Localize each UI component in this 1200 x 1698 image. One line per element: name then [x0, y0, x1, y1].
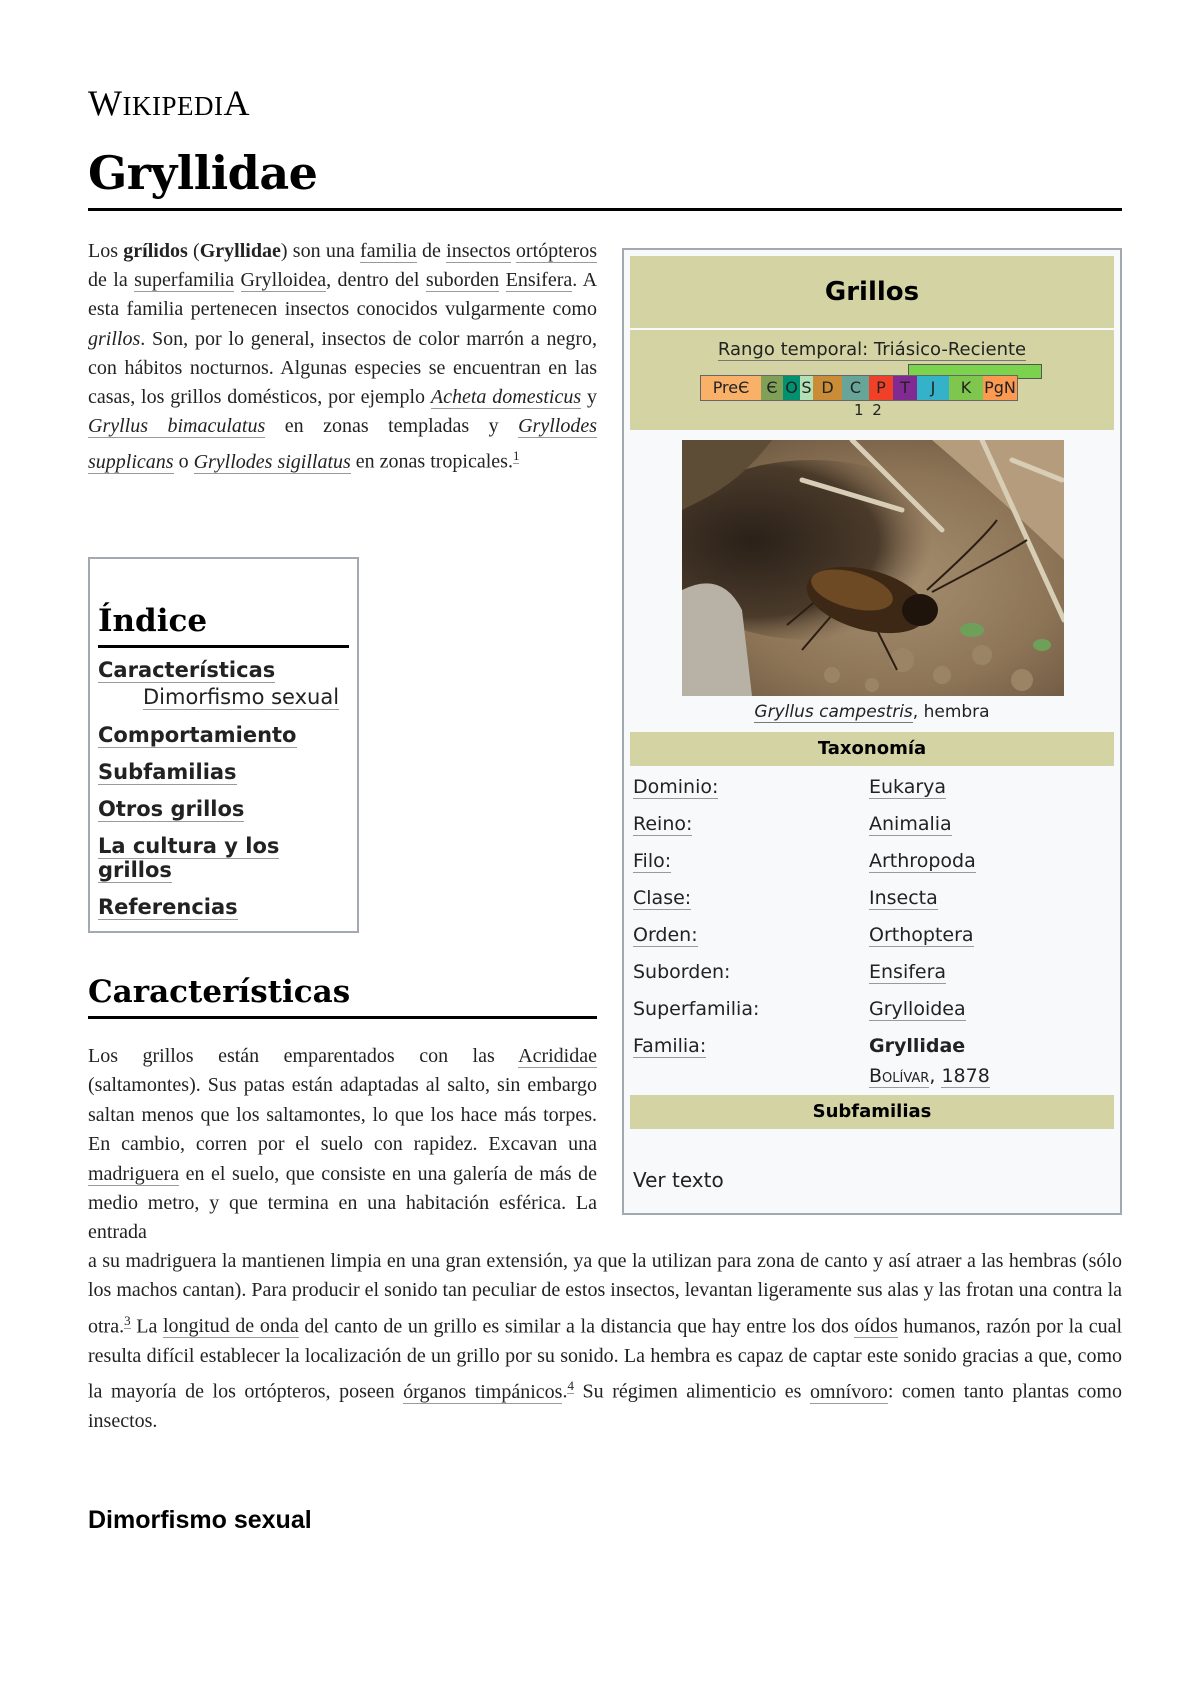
link-grylloidea[interactable]: Grylloidea — [240, 269, 327, 292]
link-oidos[interactable]: oídos — [854, 1315, 898, 1338]
timeline-period-2[interactable]: Є — [761, 376, 783, 400]
rank-link[interactable]: Familia: — [633, 1035, 707, 1057]
rank-link[interactable]: Orden: — [633, 924, 698, 946]
rank-link[interactable]: Clase: — [633, 887, 692, 909]
taxon-link[interactable]: Arthropoda — [869, 850, 976, 872]
taxon-link[interactable]: Animalia — [869, 813, 952, 835]
timeline-periods — [700, 375, 1018, 401]
link-omnivoro[interactable]: omnívoro — [810, 1380, 888, 1403]
taxon-link[interactable]: Insecta — [869, 887, 938, 909]
timeline-period-10[interactable]: K — [949, 376, 983, 400]
rank-link[interactable]: Filo: — [633, 850, 672, 872]
taxon-link[interactable]: Ensifera — [869, 961, 947, 983]
timeline-period-3[interactable]: O — [783, 376, 800, 400]
link-acrididae[interactable]: Acrididae — [518, 1045, 597, 1067]
link-insectos[interactable]: insectos — [446, 240, 511, 262]
taxobox: Grillos Rango temporal: Triásico-Reciente PreЄ Є O S D C P T J K PgN 1 2 Gryllus campestris, hembra Taxonomía Dominio: Eukarya Reino: Animalia Filo: Arthropoda Clase: Insecta Orden: Orthoptera Suborden: Ensifera Superfamilia: Grylloidea Familia: Gryllidae Bolívar, 1878 Subfamilias Ver texto — [622, 248, 1122, 1215]
temporal-range — [630, 330, 1114, 430]
toc-heading: Índice — [98, 603, 349, 648]
toc-item-otros-grillos[interactable]: Otros grillos — [98, 797, 245, 821]
reference-4[interactable]: 4 — [567, 1378, 574, 1394]
link-acheta-domesticus[interactable]: Acheta domesticus — [430, 386, 582, 409]
rank-label: Superfamilia: — [633, 998, 760, 1020]
reference-3[interactable]: 3 — [124, 1312, 131, 1328]
wikipedia-logo[interactable]: WIKIPEDIA — [88, 83, 250, 123]
reference-1[interactable]: 1 — [512, 448, 520, 464]
section-paragraph-part1: Los grillos están emparentados con las Acrididae (saltamontes). Sus patas están adaptadas al salto, sin embargo saltan menos que los saltamontes, lo que los hace más torpes. En cambio, corren por el suelo con rapidez. Excavan una madriguera en el suelo, que consiste en una galería de más de medio metro, y que termina en una habitación esférica. La entrada — [88, 1045, 597, 1244]
cricket-photo[interactable] — [682, 440, 1064, 696]
taxobox-title: Grillos — [630, 256, 1114, 328]
temporal-range-text: Rango temporal: Triásico-Reciente — [717, 339, 1027, 360]
lead-paragraph: Los grílidos (Gryllidae) son una familia de insectos ortópteros de la superfamilia Grylloidea, dentro del suborden Ensifera. A esta familia pertenecen insectos conocidos vulgarmente como grillos. Son, por lo general, insectos de color marrón a negro, con hábitos nocturnos. Algunas especies se encuentran en las casas, los grillos domésticos, por ejemplo Acheta domesticus y Gryllus bimaculatus en zonas templadas y Gryllodes supplicans o Gryllodes sigillatus en zonas tropicales.$^1$ — [88, 240, 598, 474]
link-gryllus-bimaculatus[interactable]: Gryllus bimaculatus — [88, 415, 266, 438]
link-madriguera[interactable]: madriguera — [88, 1162, 180, 1185]
link-gryllodes-supplicans[interactable]: Gryllodes supplicans — [88, 415, 597, 474]
link-longitud-de-onda[interactable]: longitud de onda — [162, 1315, 299, 1338]
link-gryllodes-sigillatus[interactable]: Gryllodes sigillatus — [193, 451, 351, 474]
page-title: Gryllidae — [88, 146, 318, 200]
link-familia[interactable]: familia — [360, 240, 417, 262]
toc-item-caracteristicas[interactable]: Características — [98, 658, 276, 682]
toc-item-referencias[interactable]: Referencias — [98, 895, 238, 919]
geologic-timeline — [700, 364, 1050, 419]
authority-year-link[interactable]: 1878 — [941, 1065, 990, 1087]
rank-link[interactable]: Dominio: — [633, 776, 719, 798]
toc-item-cultura[interactable]: La cultura y los grillos — [98, 834, 280, 882]
photo-caption: Gryllus campestris, hembra — [754, 702, 990, 722]
timeline-period-1[interactable]: PreЄ — [701, 376, 761, 400]
timeline-period-4[interactable]: S — [800, 376, 813, 400]
section-paragraph-part2: a su madriguera la mantienen limpia en una gran extensión, ya que la utilizan para zona de canto y así atraer a las hembras (sólo los machos cantan). Para producir el sonido tan peculiar de estos insectos, levantan ligeramente sus alas y las frotan una contra la otra.$^3$ La longitud de onda del canto de un grillo es similar a la distancia que hay entre los dos oídos humanos, razón por la cual resulta difícil establecer la localización de un grillo por su sonido. La hembra es capaz de captar este sonido gracias a que, como la mayoría de los ortópteros, poseen órganos timpánicos.$^4$ Su régimen alimenticio es omnívoro: comen tanto plantas como insectos. — [88, 1250, 1123, 1433]
title-divider — [88, 208, 1122, 211]
timeline-period-11[interactable]: PgN — [983, 376, 1017, 400]
taxon-link[interactable]: Orthoptera — [869, 924, 974, 946]
taxonomy-heading: Taxonomía — [630, 732, 1114, 766]
subfamilies-heading: Subfamilias — [630, 1095, 1114, 1129]
subfamilies-text: Ver texto — [633, 1168, 724, 1192]
section-heading-caracteristicas: Características — [88, 974, 351, 1010]
caption-species-link[interactable]: Gryllus campestris — [754, 702, 913, 722]
rank-link[interactable]: Reino: — [633, 813, 693, 835]
link-suborden[interactable]: suborden — [425, 269, 500, 292]
timeline-period-7[interactable]: P — [869, 376, 893, 400]
taxon-link[interactable]: Grylloidea — [869, 998, 966, 1020]
toc-item-comportamiento[interactable]: Comportamiento — [98, 723, 297, 747]
section-divider — [88, 1016, 597, 1019]
link-ortopteros[interactable]: ortópteros — [515, 240, 597, 262]
rank-label: Suborden: — [633, 961, 731, 983]
authority-name-link[interactable]: Bolívar — [869, 1065, 930, 1087]
table-of-contents — [88, 557, 359, 933]
link-organos-timpanicos[interactable]: órganos timpánicos — [403, 1380, 563, 1403]
timeline-numbers: 1 2 — [854, 401, 884, 419]
timeline-period-5[interactable]: D — [813, 376, 842, 400]
timeline-period-9[interactable]: J — [917, 376, 949, 400]
toc-item-dimorfismo-sexual[interactable]: Dimorfismo sexual — [143, 685, 340, 709]
subsection-heading-dimorfismo: Dimorfismo sexual — [88, 1506, 312, 1534]
timeline-period-6[interactable]: C — [842, 376, 869, 400]
triasico-reciente-link[interactable]: Triásico-Reciente — [873, 339, 1027, 360]
timeline-period-8[interactable]: T — [893, 376, 917, 400]
taxon-link[interactable]: Eukarya — [869, 776, 947, 798]
temporal-range-link[interactable]: Rango temporal — [717, 339, 863, 360]
link-superfamilia[interactable]: superfamilia — [134, 269, 235, 292]
toc-item-subfamilias[interactable]: Subfamilias — [98, 760, 237, 784]
link-ensifera[interactable]: Ensifera — [505, 269, 573, 292]
taxon-current: Gryllidae — [869, 1035, 966, 1057]
